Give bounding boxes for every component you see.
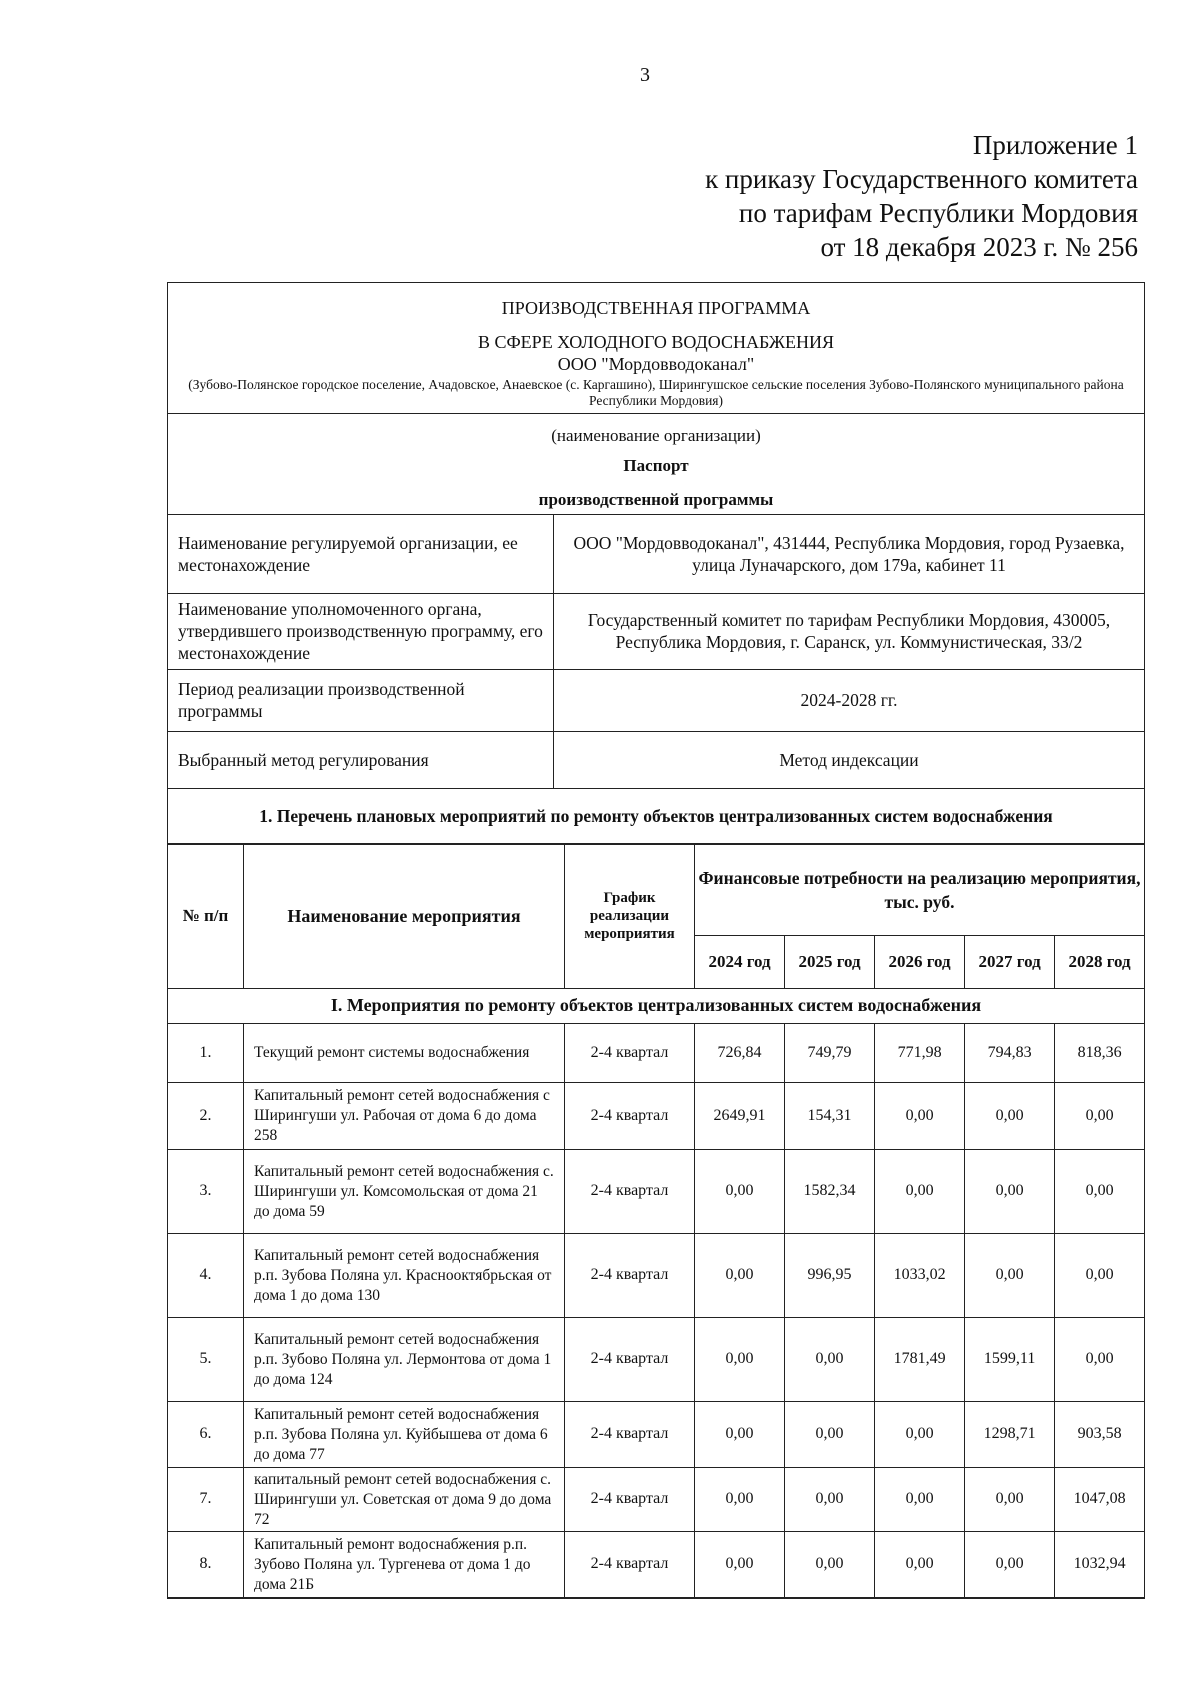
row-value: 1599,11 — [965, 1317, 1055, 1401]
header-year: 2028 год — [1055, 935, 1144, 988]
passport-value: Метод индексации — [554, 731, 1145, 788]
row-value: 0,00 — [785, 1317, 875, 1401]
row-num: 5. — [168, 1317, 244, 1401]
table-row — [168, 1082, 1144, 1149]
title-block — [168, 283, 1144, 414]
program-title: ПРОИЗВОДСТВЕННАЯ ПРОГРАММА — [501, 298, 811, 318]
section-title: 1. Перечень плановых мероприятий по ремонту объектов централизованных систем водоснабжения — [168, 789, 1144, 844]
row-value: 0,00 — [695, 1531, 785, 1597]
row-schedule: 2-4 квартал — [565, 1023, 695, 1082]
row-value: 771,98 — [875, 1023, 965, 1082]
passport-value: 2024-2028 гг. — [554, 669, 1145, 731]
program-area-note: (Зубово-Полянское городское поселение, Ачадовское, Анаевское (с. Каргашино), Ширингушское сельские поселения Зубово-Полянского муниципального района Республики Мордовия) — [188, 377, 1124, 408]
row-num: 8. — [168, 1531, 244, 1597]
row-num: 1. — [168, 1023, 244, 1082]
row-value: 996,95 — [785, 1233, 875, 1317]
row-value: 0,00 — [1055, 1149, 1144, 1233]
row-value: 1047,08 — [1055, 1467, 1144, 1531]
row-value: 0,00 — [875, 1401, 965, 1467]
row-value: 1033,02 — [875, 1233, 965, 1317]
passport-row — [168, 593, 1144, 669]
row-num: 4. — [168, 1233, 244, 1317]
row-name: Капитальный ремонт сетей водоснабжения с Ширингуши ул. Рабочая от дома 6 до дома 258 — [244, 1082, 565, 1149]
header-num: № п/п — [168, 844, 244, 988]
row-num: 3. — [168, 1149, 244, 1233]
row-value: 0,00 — [695, 1401, 785, 1467]
row-value: 0,00 — [965, 1149, 1055, 1233]
row-value: 1032,94 — [1055, 1531, 1144, 1597]
row-value: 1582,34 — [785, 1149, 875, 1233]
row-value: 154,31 — [785, 1082, 875, 1149]
passport-subtitle: производственной программы — [538, 490, 774, 509]
row-value: 0,00 — [965, 1082, 1055, 1149]
passport-value: ООО "Мордовводоканал", 431444, Республика Мордовия, город Рузаевка, улица Луначарского, дом 179а, кабинет 11 — [554, 515, 1145, 593]
passport-label: Наименование уполномоченного органа, утвердившего производственную программу, его местонахождение — [168, 593, 554, 669]
row-value: 0,00 — [1055, 1082, 1144, 1149]
appendix-header — [705, 128, 1138, 264]
table-row — [168, 1531, 1144, 1597]
passport-table — [168, 515, 1144, 789]
row-schedule: 2-4 квартал — [565, 1467, 695, 1531]
header-year: 2027 год — [965, 935, 1055, 988]
row-value: 0,00 — [875, 1531, 965, 1597]
passport-value: Государственный комитет по тарифам Республики Мордовия, 430005, Республика Мордовия, г. Саранск, ул. Коммунистическая, 33/2 — [554, 593, 1145, 669]
header-finance: Финансовые потребности на реализацию мероприятия, тыс. руб. — [695, 844, 1145, 935]
row-value: 0,00 — [875, 1082, 965, 1149]
table-row — [168, 1401, 1144, 1467]
row-value: 818,36 — [1055, 1023, 1144, 1082]
passport-label: Период реализации производственной программы — [168, 669, 554, 731]
table-row — [168, 1317, 1144, 1401]
program-subtitle: В СФЕРЕ ХОЛОДНОГО ВОДОСНАБЖЕНИЯ — [477, 332, 835, 352]
org-label: (наименование организации) — [551, 426, 761, 445]
plan-table — [168, 844, 1144, 1598]
row-value: 0,00 — [695, 1149, 785, 1233]
row-name: Капитальный ремонт сетей водоснабжения р.п. Зубово Поляна ул. Лермонтова от дома 1 до дома 124 — [244, 1317, 565, 1401]
row-schedule: 2-4 квартал — [565, 1082, 695, 1149]
row-value: 1298,71 — [965, 1401, 1055, 1467]
row-value: 903,58 — [1055, 1401, 1144, 1467]
appendix-line: к приказу Государственного комитета — [705, 164, 1138, 194]
row-value: 794,83 — [965, 1023, 1055, 1082]
row-name: Капитальный ремонт сетей водоснабжения с. Ширингуши ул. Комсомольская от дома 21 до дома 59 — [244, 1149, 565, 1233]
row-value: 0,00 — [785, 1401, 875, 1467]
group-row — [168, 988, 1144, 1023]
row-value: 0,00 — [785, 1467, 875, 1531]
passport-row — [168, 669, 1144, 731]
row-value: 0,00 — [1055, 1233, 1144, 1317]
program-frame — [167, 282, 1145, 1599]
table-row — [168, 1233, 1144, 1317]
row-name: Текущий ремонт системы водоснабжения — [244, 1023, 565, 1082]
row-num: 2. — [168, 1082, 244, 1149]
row-value: 0,00 — [875, 1149, 965, 1233]
passport-row — [168, 731, 1144, 788]
header-year: 2024 год — [695, 935, 785, 988]
row-num: 7. — [168, 1467, 244, 1531]
row-name: Капитальный ремонт сетей водоснабжения р.п. Зубова Поляна ул. Краснооктябрьская от дома 1 до дома 130 — [244, 1233, 565, 1317]
row-schedule: 2-4 квартал — [565, 1401, 695, 1467]
header-schedule: График реализации мероприятия — [565, 844, 695, 988]
org-block — [168, 414, 1144, 515]
row-value: 0,00 — [965, 1467, 1055, 1531]
passport-title: Паспорт — [623, 456, 689, 475]
header-year: 2025 год — [785, 935, 875, 988]
appendix-line: Приложение 1 — [972, 130, 1138, 160]
header-name: Наименование мероприятия — [244, 844, 565, 988]
group-title: I. Мероприятия по ремонту объектов централизованных систем водоснабжения — [168, 988, 1144, 1023]
table-row — [168, 1149, 1144, 1233]
table-row — [168, 1467, 1144, 1531]
row-value: 0,00 — [785, 1531, 875, 1597]
table-header-row — [168, 844, 1144, 935]
appendix-line: от 18 декабря 2023 г. № 256 — [820, 232, 1138, 262]
row-value: 0,00 — [695, 1233, 785, 1317]
row-schedule: 2-4 квартал — [565, 1233, 695, 1317]
passport-label: Наименование регулируемой организации, ее местонахождение — [168, 515, 554, 593]
row-value: 0,00 — [965, 1233, 1055, 1317]
row-value: 2649,91 — [695, 1082, 785, 1149]
header-year: 2026 год — [875, 935, 965, 988]
row-value: 726,84 — [695, 1023, 785, 1082]
passport-label: Выбранный метод регулирования — [168, 731, 554, 788]
row-name: Капитальный ремонт сетей водоснабжения р.п. Зубова Поляна ул. Куйбышева от дома 6 до дома 77 — [244, 1401, 565, 1467]
row-schedule: 2-4 квартал — [565, 1531, 695, 1597]
table-row — [168, 1023, 1144, 1082]
program-org: ООО "Мордовводоканал" — [557, 354, 755, 374]
row-schedule: 2-4 квартал — [565, 1149, 695, 1233]
appendix-line: по тарифам Республики Мордовия — [738, 198, 1138, 228]
row-num: 6. — [168, 1401, 244, 1467]
row-value: 0,00 — [695, 1467, 785, 1531]
page-number: 3 — [640, 64, 650, 86]
row-value: 1781,49 — [875, 1317, 965, 1401]
passport-row — [168, 515, 1144, 593]
row-value: 0,00 — [875, 1467, 965, 1531]
row-value: 0,00 — [1055, 1317, 1144, 1401]
row-name: Капитальный ремонт водоснабжения р.п. Зубово Поляна ул. Тургенева от дома 1 до дома 21Б — [244, 1531, 565, 1597]
row-value: 0,00 — [965, 1531, 1055, 1597]
row-schedule: 2-4 квартал — [565, 1317, 695, 1401]
row-value: 749,79 — [785, 1023, 875, 1082]
row-value: 0,00 — [695, 1317, 785, 1401]
row-name: капитальный ремонт сетей водоснабжения с. Ширингуши ул. Советская от дома 9 до дома 72 — [244, 1467, 565, 1531]
